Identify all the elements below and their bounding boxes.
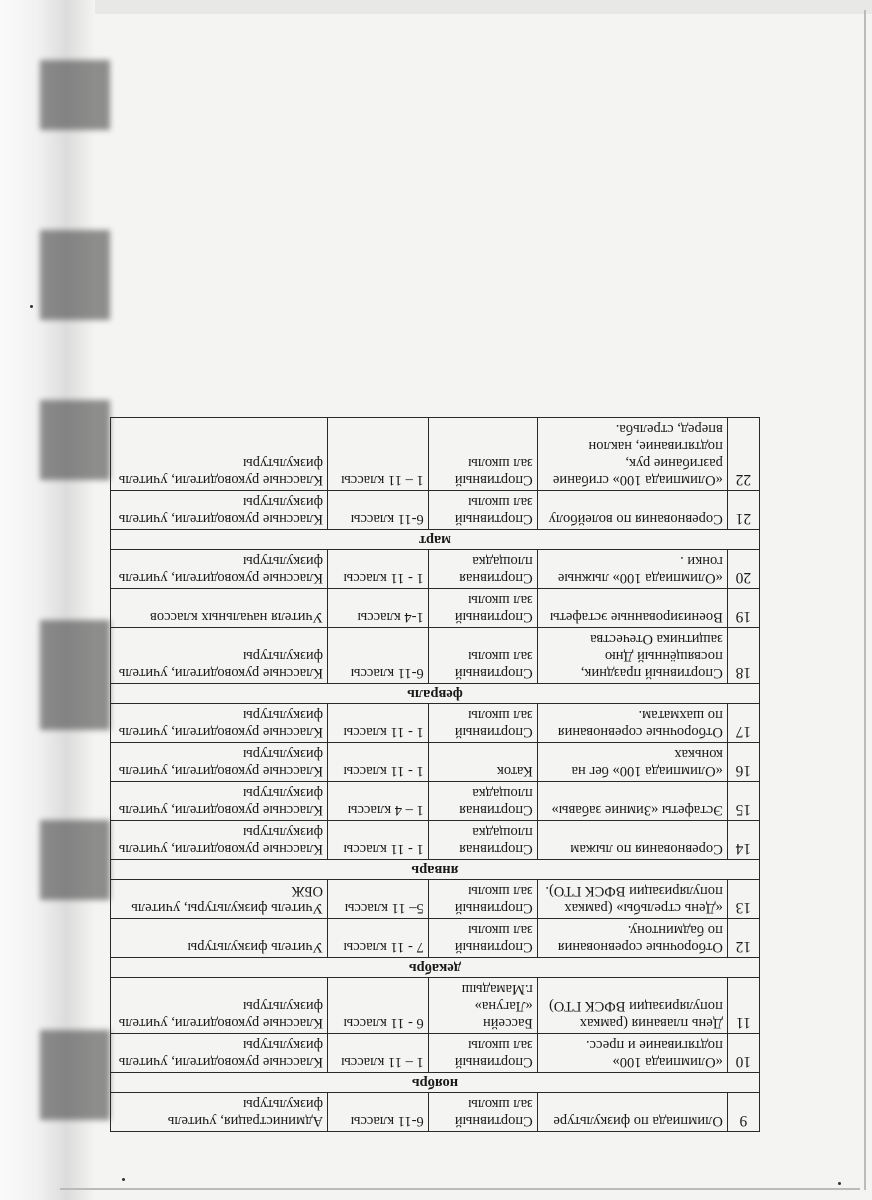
participants: 7 - 11 классы <box>328 919 429 958</box>
table-row <box>111 880 760 919</box>
event-name: Отборочные соревнования по бадминтону. <box>537 919 727 958</box>
event-place: Бассейн «Лагуна» г.Мамадыш <box>428 978 537 1034</box>
row-number: 20 <box>727 550 759 589</box>
row-number: 13 <box>727 880 759 919</box>
table-row <box>111 978 760 1034</box>
event-place: Спортивная площадка <box>428 550 537 589</box>
event-place: Спортивный зал школы <box>428 589 537 628</box>
participants: 1 – 11 классы <box>328 1034 429 1073</box>
row-number: 21 <box>727 491 759 530</box>
table-row <box>111 1034 760 1073</box>
event-place: Спортивный зал школы <box>428 1034 537 1073</box>
event-place: Спортивный зал школы <box>428 880 537 919</box>
event-place: Спортивный зал школы <box>428 418 537 491</box>
event-name: «Олимпиада 100» бег на коньках <box>537 743 727 782</box>
table-row <box>111 919 760 958</box>
event-place: Спортивный зал школы <box>428 628 537 684</box>
participants: 1 - 11 классы <box>328 550 429 589</box>
responsible: Классные руководители, учитель физкультуры <box>111 550 328 589</box>
row-number: 17 <box>727 704 759 743</box>
responsible: Классные руководители, учитель физкультуры <box>111 743 328 782</box>
participants: 1 - 11 классы <box>328 821 429 860</box>
row-number: 19 <box>727 589 759 628</box>
month-label: ноябрь <box>111 1073 760 1093</box>
event-place: Спортивная площадка <box>428 782 537 821</box>
month-row <box>111 860 760 880</box>
table-row <box>111 1093 760 1132</box>
participants: 6-11 классы <box>328 1093 429 1132</box>
table-row <box>111 821 760 860</box>
participants: 1 – 4 классы <box>328 782 429 821</box>
month-row <box>111 958 760 978</box>
row-number: 18 <box>727 628 759 684</box>
table-row <box>111 491 760 530</box>
responsible: Классные руководители, учитель физкультуры <box>111 978 328 1034</box>
participants: 6 - 11 классы <box>328 978 429 1034</box>
table-row <box>111 589 760 628</box>
event-place: Спортивный зал школы <box>428 1093 537 1132</box>
event-place: Спортивная площадка <box>428 821 537 860</box>
table-row <box>111 704 760 743</box>
responsible: Классные руководители, учитель физкультуры <box>111 782 328 821</box>
responsible: Классные руководители, учитель физкультуры <box>111 628 328 684</box>
month-row <box>111 684 760 704</box>
event-name: Олимпиада по физкультуре <box>537 1093 727 1132</box>
row-number: 22 <box>727 418 759 491</box>
responsible: Классные руководители, учитель физкультуры <box>111 418 328 491</box>
table-row <box>111 418 760 491</box>
event-name: Соревнования по лыжам <box>537 821 727 860</box>
month-label: декабрь <box>111 958 760 978</box>
row-number: 12 <box>727 919 759 958</box>
event-name: Военизированные эстафеты <box>537 589 727 628</box>
row-number: 9 <box>727 1093 759 1132</box>
responsible: Учителя начальных классов <box>111 589 328 628</box>
event-name: Спортивный праздник, посвящённый Дню защитника Отечества <box>537 628 727 684</box>
responsible: Классные руководители, учитель физкультуры <box>111 491 328 530</box>
responsible: Классные руководители, учитель физкультуры <box>111 821 328 860</box>
responsible: Учитель физкультуры <box>111 919 328 958</box>
events-table <box>110 417 760 1132</box>
table-row <box>111 782 760 821</box>
event-place: Каток <box>428 743 537 782</box>
event-name: «День стрельбы» (рамках популяризации ВФСК ГТО). <box>537 880 727 919</box>
table-row <box>111 743 760 782</box>
row-number: 15 <box>727 782 759 821</box>
row-number: 10 <box>727 1034 759 1073</box>
participants: 5– 11 классы <box>328 880 429 919</box>
responsible: Администрация, учитель физкультуры <box>111 1093 328 1132</box>
table-row <box>111 550 760 589</box>
row-number: 14 <box>727 821 759 860</box>
event-place: Спортивный зал школы <box>428 919 537 958</box>
participants: 6-11 классы <box>328 628 429 684</box>
responsible: Классные руководители, учитель физкультуры <box>111 1034 328 1073</box>
participants: 6-11 классы <box>328 491 429 530</box>
responsible: Учитель физкультуры, учитель ОБЖ <box>111 880 328 919</box>
participants: 1 - 11 классы <box>328 743 429 782</box>
month-label: январь <box>111 860 760 880</box>
event-name: Отборочные соревнования по шахматам. <box>537 704 727 743</box>
event-place: Спортивный зал школы <box>428 491 537 530</box>
month-label: март <box>111 530 760 550</box>
event-name: Эстафеты «Зимние забавы» <box>537 782 727 821</box>
event-name: «Олимпиада 100» лыжные гонки . <box>537 550 727 589</box>
participants: 1 – 11 классы <box>328 418 429 491</box>
participants: 1 - 11 классы <box>328 704 429 743</box>
event-place: Спортивный зал школы <box>428 704 537 743</box>
month-row <box>111 1073 760 1093</box>
event-name: «Олимпиада 100» сгибание разгибание рук, подтягивание, наклон вперед, стрельба. <box>537 418 727 491</box>
month-label: февраль <box>111 684 760 704</box>
month-row <box>111 530 760 550</box>
participants: 1-4 классы <box>328 589 429 628</box>
event-name: День плавания (рамках популяризации ВФСК ГТО) <box>537 978 727 1034</box>
responsible: Классные руководители, учитель физкультуры <box>111 704 328 743</box>
table-row <box>111 628 760 684</box>
event-name: Соревнования по волейболу <box>537 491 727 530</box>
row-number: 16 <box>727 743 759 782</box>
event-name: «Олимпиада 100» подтягивание и пресс. <box>537 1034 727 1073</box>
row-number: 11 <box>727 978 759 1034</box>
